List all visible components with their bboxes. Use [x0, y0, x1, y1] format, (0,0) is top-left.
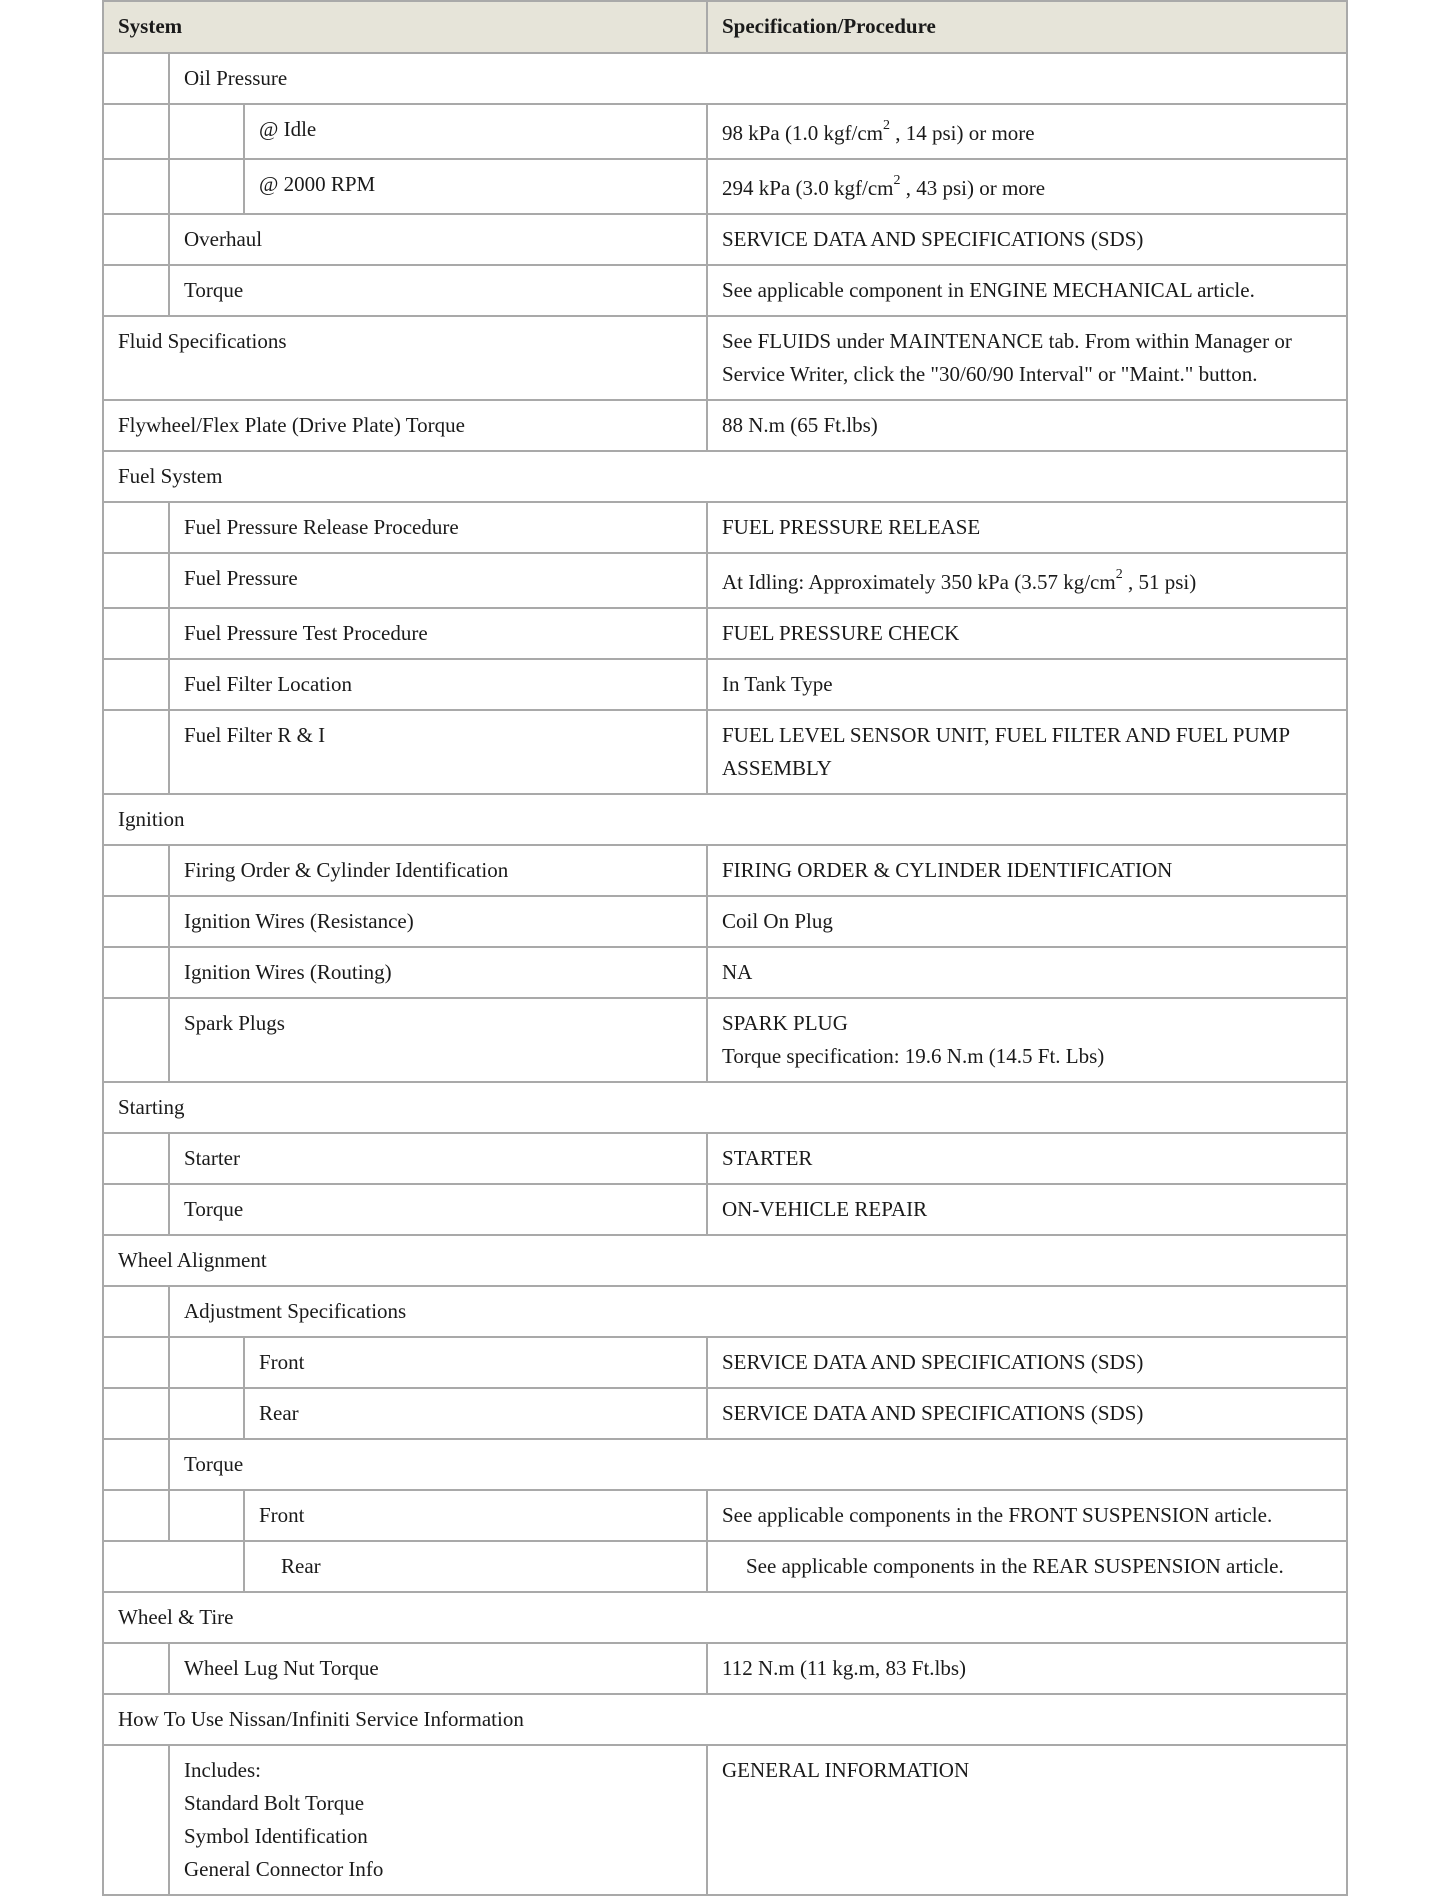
row-value: 88 N.m (65 Ft.lbs) [707, 400, 1347, 451]
row-label [169, 1745, 707, 1895]
row-label: Torque [169, 265, 707, 316]
row-value: STARTER [707, 1133, 1347, 1184]
value-text: 98 kPa (1.0 kgf/cm [722, 121, 883, 145]
section-label: Wheel Alignment [103, 1235, 1347, 1286]
row-label: Firing Order & Cylinder Identification [169, 845, 707, 896]
table-row [103, 553, 1347, 608]
row-value: SERVICE DATA AND SPECIFICATIONS (SDS) [707, 214, 1347, 265]
indent-cell [103, 1745, 169, 1895]
value-text: , 51 psi) [1122, 570, 1197, 594]
row-value: FUEL LEVEL SENSOR UNIT, FUEL FILTER AND FUEL PUMP ASSEMBLY [707, 710, 1347, 794]
row-label: Fuel Filter R & I [169, 710, 707, 794]
indent-cell [169, 1337, 244, 1388]
row-value: FUEL PRESSURE CHECK [707, 608, 1347, 659]
table-row [103, 794, 1347, 845]
indent-cell [103, 947, 169, 998]
value-text: , 14 psi) or more [889, 121, 1035, 145]
row-label: Starter [169, 1133, 707, 1184]
row-value: In Tank Type [707, 659, 1347, 710]
indent-cell [103, 1337, 169, 1388]
indent-cell [103, 214, 169, 265]
row-label: @ 2000 RPM [244, 159, 707, 214]
indent-cell [103, 53, 169, 104]
row-value: SERVICE DATA AND SPECIFICATIONS (SDS) [707, 1388, 1347, 1439]
table-header-row [103, 1, 1347, 53]
indent-cell [103, 710, 169, 794]
section-label: How To Use Nissan/Infiniti Service Information [103, 1694, 1347, 1745]
table-row [103, 1184, 1347, 1235]
indent-cell [103, 1439, 169, 1490]
row-label: Fuel Pressure [169, 553, 707, 608]
row-value: 112 N.m (11 kg.m, 83 Ft.lbs) [707, 1643, 1347, 1694]
indent-cell [103, 104, 169, 159]
indent-cell [103, 1388, 169, 1439]
spec-table [102, 0, 1348, 1896]
row-label: Fuel Filter Location [169, 659, 707, 710]
row-value: See FLUIDS under MAINTENANCE tab. From within Manager or Service Writer, click the "30/60/90 Interval" or "Maint." button. [707, 316, 1347, 400]
table-row [103, 659, 1347, 710]
table-row [103, 1337, 1347, 1388]
row-value [707, 553, 1347, 608]
value-superscript: 2 [893, 173, 901, 188]
indent-cell [103, 845, 169, 896]
table-row [103, 710, 1347, 794]
indent-cell [103, 998, 169, 1082]
section-label: Wheel & Tire [103, 1592, 1347, 1643]
table-row [103, 1490, 1347, 1541]
table-row [103, 1388, 1347, 1439]
row-label: Spark Plugs [169, 998, 707, 1082]
header-system: System [103, 1, 707, 53]
value-text: At Idling: Approximately 350 kPa (3.57 kg/cm [722, 570, 1116, 594]
table-row [103, 896, 1347, 947]
list-item: General Connector Info [184, 1857, 384, 1881]
table-row [103, 265, 1347, 316]
row-label: Ignition Wires (Routing) [169, 947, 707, 998]
indent-cell [103, 1184, 169, 1235]
row-value: NA [707, 947, 1347, 998]
table-row [103, 1133, 1347, 1184]
table-row [103, 1592, 1347, 1643]
table-row [103, 845, 1347, 896]
table-row [103, 608, 1347, 659]
value-text: 294 kPa (3.0 kgf/cm [722, 176, 894, 200]
table-row [103, 1541, 1347, 1592]
table-row [103, 1286, 1347, 1337]
indent-cell [103, 1286, 169, 1337]
table-row [103, 1694, 1347, 1745]
value-text: , 43 psi) or more [900, 176, 1046, 200]
row-label: @ Idle [244, 104, 707, 159]
row-value [707, 159, 1347, 214]
row-label: Front [244, 1337, 707, 1388]
table-row [103, 53, 1347, 104]
row-value [707, 104, 1347, 159]
row-label: Torque [169, 1439, 1347, 1490]
table-row [103, 1235, 1347, 1286]
indent-cell [103, 1490, 169, 1541]
row-label: Rear [244, 1541, 707, 1592]
section-label: Starting [103, 1082, 1347, 1133]
row-label: Fuel Pressure Release Procedure [169, 502, 707, 553]
table-row [103, 502, 1347, 553]
indent-cell [103, 502, 169, 553]
indent-cell [103, 553, 169, 608]
table-row [103, 400, 1347, 451]
value-superscript: 2 [882, 118, 890, 133]
list-item: Symbol Identification [184, 1824, 368, 1848]
row-value: See applicable components in the REAR SUSPENSION article. [707, 1541, 1347, 1592]
row-label: Wheel Lug Nut Torque [169, 1643, 707, 1694]
value-text: SPARK PLUG [722, 1011, 848, 1035]
table-row [103, 451, 1347, 502]
indent-cell [103, 1133, 169, 1184]
section-label: Fuel System [103, 451, 1347, 502]
table-row [103, 316, 1347, 400]
indent-cell [103, 659, 169, 710]
row-label: Fluid Specifications [103, 316, 707, 400]
value-superscript: 2 [1115, 567, 1123, 582]
row-label: Torque [169, 1184, 707, 1235]
table-row [103, 1439, 1347, 1490]
row-label: Overhaul [169, 214, 707, 265]
row-value [707, 998, 1347, 1082]
row-label: Rear [244, 1388, 707, 1439]
table-row [103, 1745, 1347, 1895]
header-spec: Specification/Procedure [707, 1, 1347, 53]
indent-cell [103, 265, 169, 316]
row-value: See applicable component in ENGINE MECHANICAL article. [707, 265, 1347, 316]
row-value: See applicable components in the FRONT SUSPENSION article. [707, 1490, 1347, 1541]
table-row [103, 998, 1347, 1082]
list-item: Standard Bolt Torque [184, 1791, 365, 1815]
indent-cell [169, 159, 244, 214]
row-label: Adjustment Specifications [169, 1286, 1347, 1337]
indent-cell [103, 1643, 169, 1694]
row-label: Fuel Pressure Test Procedure [169, 608, 707, 659]
indent-cell [169, 1490, 244, 1541]
indent-cell [103, 608, 169, 659]
row-label: Ignition Wires (Resistance) [169, 896, 707, 947]
row-value: SERVICE DATA AND SPECIFICATIONS (SDS) [707, 1337, 1347, 1388]
indent-cell [103, 896, 169, 947]
row-value: Coil On Plug [707, 896, 1347, 947]
row-label: Flywheel/Flex Plate (Drive Plate) Torque [103, 400, 707, 451]
row-value: FUEL PRESSURE RELEASE [707, 502, 1347, 553]
section-label: Ignition [103, 794, 1347, 845]
table-row [103, 104, 1347, 159]
indent-cell [169, 1388, 244, 1439]
row-label: Oil Pressure [169, 53, 1347, 104]
indent-cell [103, 1541, 244, 1592]
row-label: Front [244, 1490, 707, 1541]
table-row [103, 1082, 1347, 1133]
row-value: GENERAL INFORMATION [707, 1745, 1347, 1895]
table-row [103, 1643, 1347, 1694]
table-row [103, 947, 1347, 998]
list-item: Includes: [184, 1758, 261, 1782]
table-row [103, 214, 1347, 265]
indent-cell [103, 159, 169, 214]
row-value: ON-VEHICLE REPAIR [707, 1184, 1347, 1235]
value-text: Torque specification: 19.6 N.m (14.5 Ft. Lbs) [722, 1044, 1105, 1068]
row-value: FIRING ORDER & CYLINDER IDENTIFICATION [707, 845, 1347, 896]
table-row [103, 159, 1347, 214]
indent-cell [169, 104, 244, 159]
